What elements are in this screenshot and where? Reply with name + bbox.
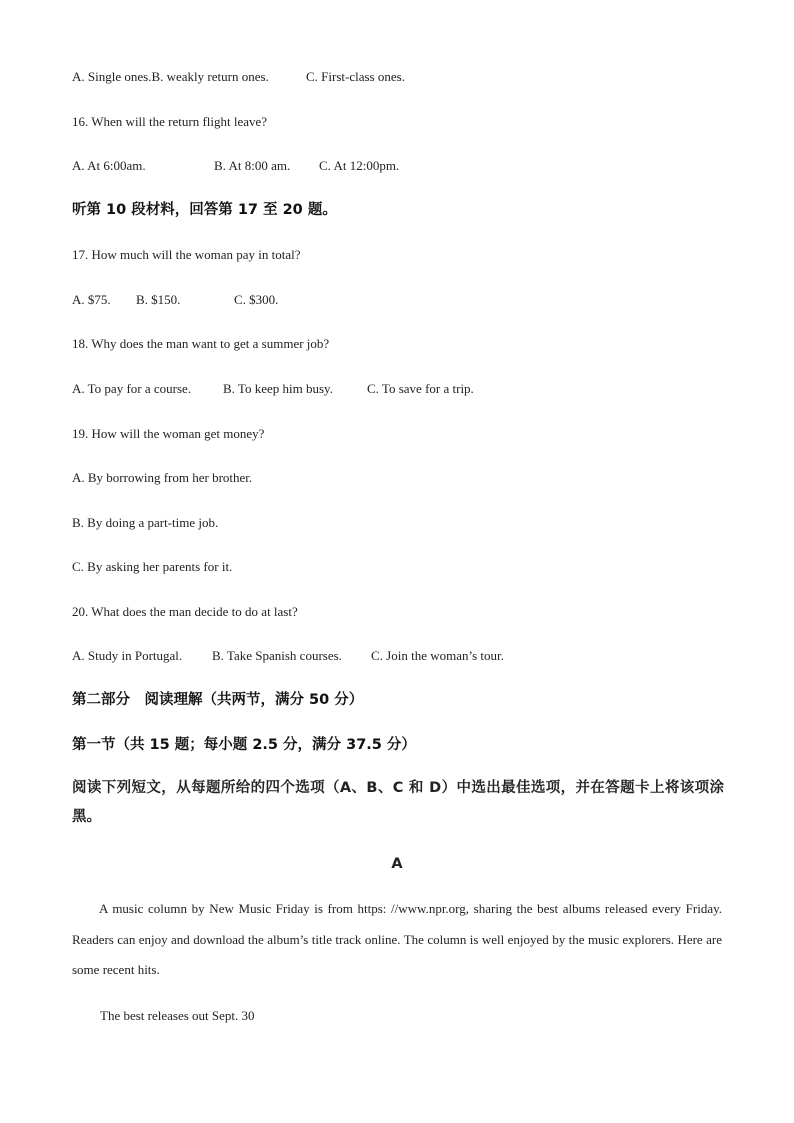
q20-question: 20. What does the man decide to do at last? <box>72 604 298 619</box>
instructions: 阅读下列短文，从每题所给的四个选项（A、B、C 和 D）中选出最佳选项，并在答题卡上将该项涂黑。 <box>72 780 724 825</box>
release-heading: The best releases out Sept. 30 <box>100 1008 255 1023</box>
q17-question: 17. How much will the woman pay in total? <box>72 247 301 262</box>
q17-option-a: A. $75. <box>72 292 111 307</box>
q20-option-b: B. Take Spanish courses. <box>212 648 342 663</box>
q19-option-b: B. By doing a part-time job. <box>72 515 219 530</box>
q17-option-b: B. $150. <box>136 292 181 307</box>
part2-heading: 第二部分 阅读理解（共两节，满分 50 分） <box>72 692 364 708</box>
q18-question: 18. Why does the man want to get a summer job? <box>72 336 330 351</box>
q20-option-a: A. Study in Portugal. <box>72 648 183 663</box>
passage-label: A <box>391 856 403 872</box>
section1-heading: 第一节（共 15 题；每小题 2.5 分，满分 37.5 分） <box>72 737 416 753</box>
q16-option-c: C. At 12:00pm. <box>319 158 400 173</box>
q15-option-ab: A. Single ones.B. weakly return ones. <box>72 69 269 84</box>
q19-option-c: C. By asking her parents for it. <box>72 559 233 574</box>
q16-option-b: B. At 8:00 am. <box>214 158 291 173</box>
q18-option-a: A. To pay for a course. <box>72 381 192 396</box>
q16-option-a: A. At 6:00am. <box>72 158 146 173</box>
q15-option-c: C. First-class ones. <box>306 69 405 84</box>
q20-option-c: C. Join the woman’s tour. <box>371 648 504 663</box>
q17-option-c: C. $300. <box>234 292 279 307</box>
q16-question: 16. When will the return flight leave? <box>72 114 268 129</box>
q19-option-a: A. By borrowing from her brother. <box>72 470 253 485</box>
q19-question: 19. How will the woman get money? <box>72 426 265 441</box>
passage-intro: A music column by New Music Friday is from https: //www.npr.org, sharing the best albums released every Friday. Readers can enjoy and download the album’s title track online. The column is well enjoyed by the music explorers. Here are some recent hits. <box>72 901 722 977</box>
section10-heading: 听第 10 段材料，回答第 17 至 20 题。 <box>72 202 337 218</box>
q18-option-b: B. To keep him busy. <box>223 381 333 396</box>
q18-option-c: C. To save for a trip. <box>367 381 474 396</box>
